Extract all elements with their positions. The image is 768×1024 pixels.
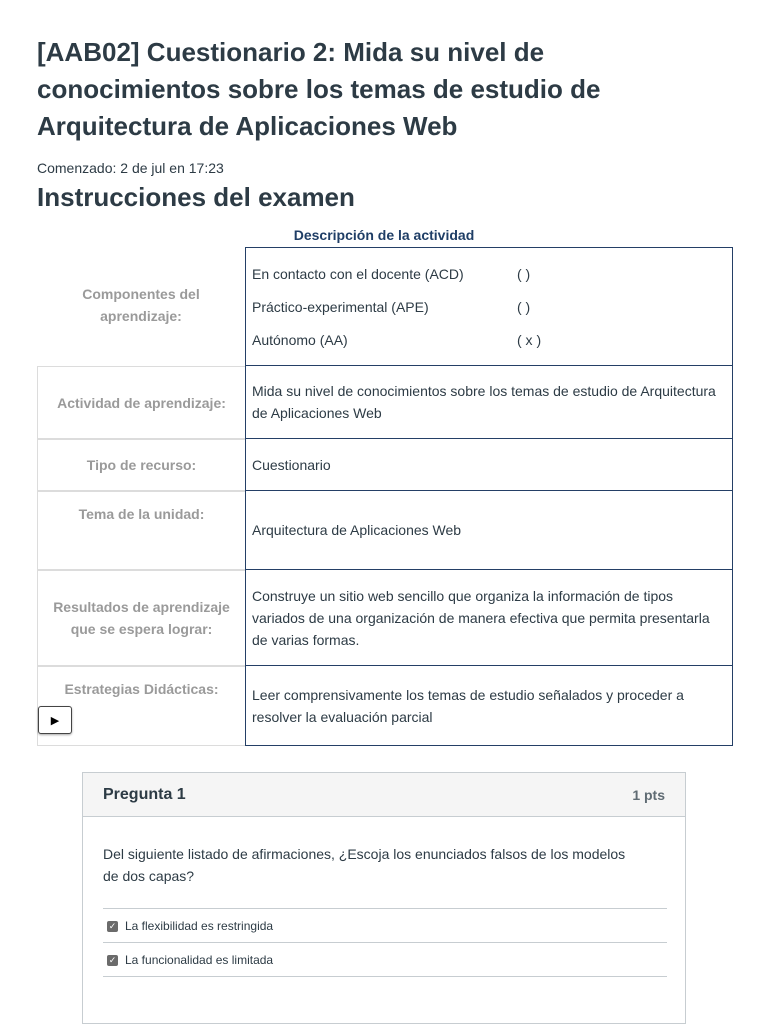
question-header [83,773,685,817]
checkbox-checked-icon[interactable]: ✓ [108,955,117,965]
component-line [252,257,726,290]
results-label: Resultados de aprendizaje que se espera lograr: [37,570,245,666]
activity-label: Actividad de aprendizaje: [37,366,245,439]
component-line [252,323,726,356]
answer-list [103,908,667,977]
component-name: En contacto con el docente (ACD) [252,265,464,282]
strategies-row [37,666,733,746]
strategies-label: Estrategias Didácticas: [37,666,245,746]
answer-option[interactable] [103,942,667,977]
instructions-heading: Instrucciones del examen [37,182,355,212]
activity-value: Mida su nivel de conocimientos sobre los temas de estudio de Arquitectura de Aplicaciones Web [245,366,733,439]
component-mark: ( ) [517,265,531,282]
question-card [82,772,686,1024]
component-name: Práctico-experimental (APE) [252,298,429,315]
answer-label: La flexibilidad es restringida [125,918,274,933]
checkbox-checked-icon[interactable]: ✓ [108,921,117,931]
component-name: Autónomo (AA) [252,331,348,348]
activity-description-heading: Descripción de la actividad [293,227,475,243]
strategies-value: Leer comprensivamente los temas de estudio señalados y proceder a resolver la evaluación parcial [245,666,733,746]
unit-label: Tema de la unidad: [37,491,245,570]
activity-table [37,247,733,746]
component-mark: ( x ) [517,331,542,348]
results-value: Construye un sitio web sencillo que organiza la información de tipos variados de una organización de manera efectiva que permita presentarla de varias formas. [245,570,733,666]
resource-row [37,439,733,491]
resource-label: Tipo de recurso: [37,439,245,491]
answer-label: La funcionalidad es limitada [125,952,274,967]
component-line [252,290,726,323]
component-mark: ( ) [517,298,531,315]
answer-option[interactable] [103,908,667,942]
components-label: Componentes del aprendizaje: [82,286,200,324]
play-button[interactable] [38,706,72,734]
page-title: [AAB02] Cuestionario 2: Mida su nivel de conocimientos sobre los temas de estudio de Arquitectura de Aplicaciones Web [37,37,601,141]
unit-value: Arquitectura de Aplicaciones Web [245,491,733,570]
components-row [37,247,733,366]
question-points: 1 pts [632,786,665,803]
activity-row [37,366,733,439]
play-icon: ▶ [50,714,60,727]
resource-value: Cuestionario [245,439,733,491]
question-title: Pregunta 1 [103,785,186,803]
results-row [37,570,733,666]
unit-row [37,491,733,570]
components-value [245,247,733,366]
question-text: Del siguiente listado de afirmaciones, ¿Escoja los enunciados falsos de los modelos de dos capas? [103,846,626,884]
started-timestamp: Comenzado: 2 de jul en 17:23 [37,160,224,176]
